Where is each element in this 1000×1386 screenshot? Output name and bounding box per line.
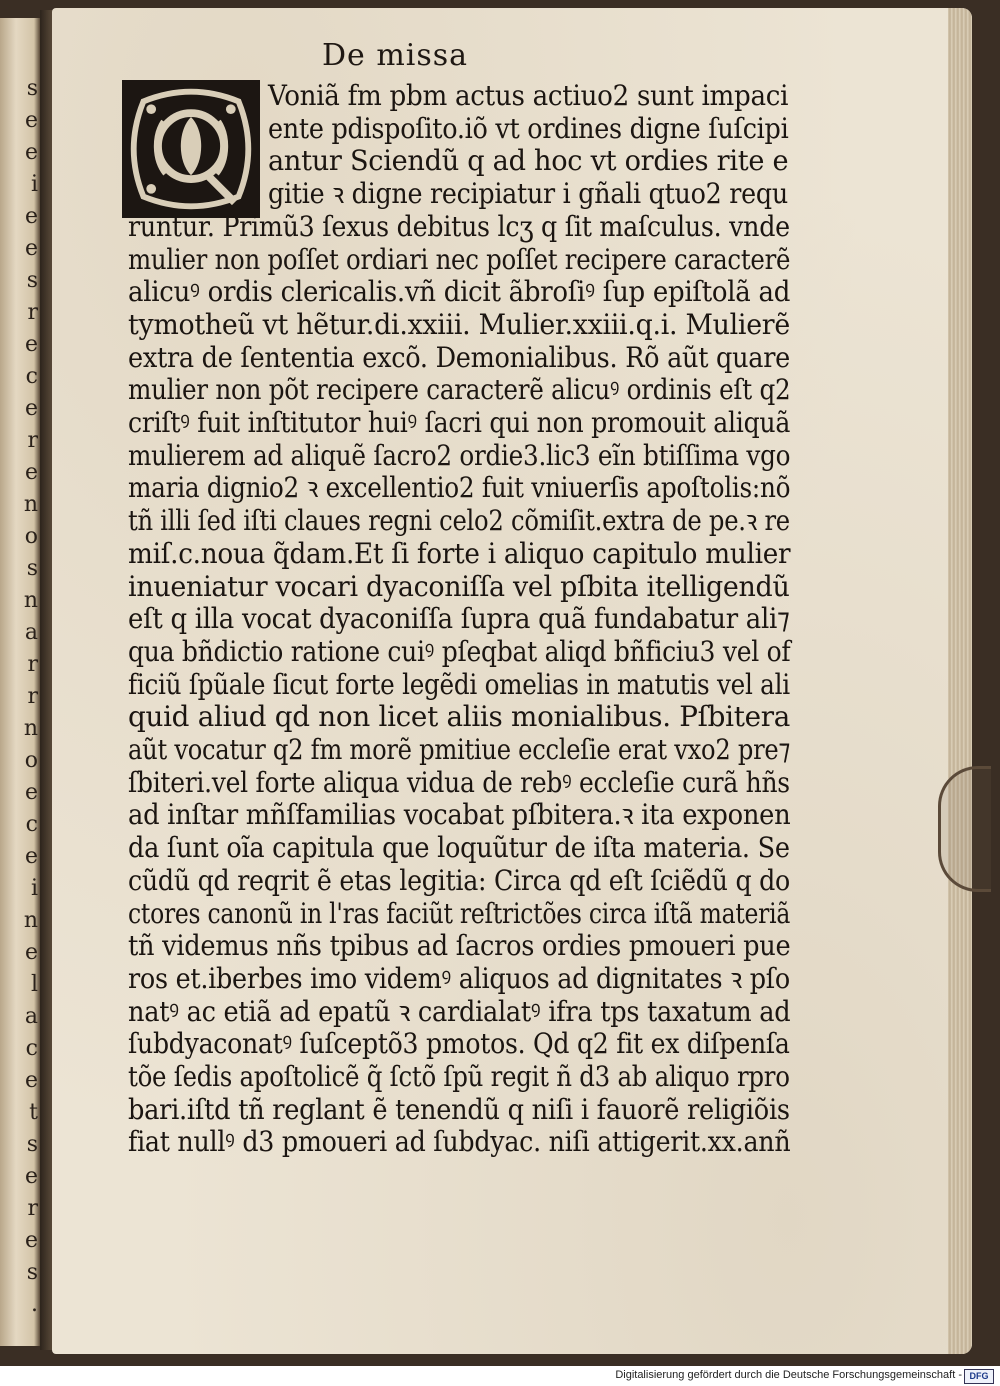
left-page-text-fragment: r <box>27 1196 38 1221</box>
text-line: ctores canonũ in l'ras faciũt reſtrictões circa iſtã materiã <box>128 896 791 930</box>
left-page-text-fragment: e <box>24 1068 38 1093</box>
text-line: ros et.iberbes imo videmꝰ aliquos ad dignitates ꝛ pſo <box>128 961 790 995</box>
text-line: aũt vocatur q2 fm morẽ pmitiue eccleſie erat vxo2 pre⁊ <box>128 733 791 766</box>
left-page-text-fragment: s <box>26 268 38 293</box>
left-page-text-fragment: n <box>23 492 38 517</box>
left-page-text-fragment: e <box>24 236 38 261</box>
left-page-text-fragment: s <box>26 1260 38 1285</box>
left-page-text-fragment: l <box>30 972 38 997</box>
text-line: antur Sciendũ q ad hoc vt ordies rite e <box>268 144 789 178</box>
text-line: tymotheũ vt hẽtur.di.xxiii. Mulier.xxiii.q.i. Mulierẽ <box>128 307 790 341</box>
left-page-text-fragment: e <box>24 844 38 869</box>
left-page-text-fragment: e <box>24 140 38 165</box>
text-line: alicuꝰ ordis clericalis.vñ dicit ãbroſiꝰ ſup epiſtolã ad <box>128 275 791 309</box>
text-line: runtur. Primũ3 ſexus debitus lcʒ q ſit maſculus. vnde <box>128 209 790 243</box>
text-line: maria dignio2 ꝛ excellentio2 fuit vniuerſis apoſtolis:nõ <box>128 471 791 505</box>
text-line: cũdũ qd reqrit ẽ etas legitia: Circa qd eſt ſciẽdũ q do <box>128 863 790 897</box>
left-page-text-fragment: r <box>27 652 38 677</box>
text-line: inueniatur vocari dyaconiſſa vel pſbita itelligendũ <box>128 569 790 603</box>
left-page-text-fragment: n <box>23 716 38 741</box>
left-page-text-fragment: e <box>24 940 38 965</box>
text-line: bari.iſtd tñ reglant ẽ tenendũ q niſi i fauorẽ religiõis <box>128 1092 790 1126</box>
text-line: natꝰ ac etiã ad epatũ ꝛ cardialatꝰ ifra tps taxatum ad <box>128 994 791 1028</box>
left-page-text-fragment: e <box>24 460 38 485</box>
text-line: tñ videmus nñs tpibus ad ſacros ordies pmoueri pue <box>128 929 791 963</box>
left-page-text-fragment: e <box>24 332 38 357</box>
text-line: da ſunt oĩa capitula que loquũtur de iſta materia. Se <box>128 831 790 865</box>
left-page-text-fragment: s <box>26 76 38 101</box>
text-line: quid aliud qd non licet aliis monialibus. Pſbitera <box>128 700 791 734</box>
left-page-text-fragment: a <box>24 620 38 645</box>
text-line: ente pdispoſito.iõ vt ordines digne ſuſcipi <box>268 111 789 145</box>
left-page-text-fragment: s <box>26 1132 38 1157</box>
left-page-text-fragment: o <box>24 524 38 549</box>
text-line: ſbiteri.vel forte aliqua vidua de rebꝰ eccleſie curã hñs <box>128 765 790 799</box>
left-page-text-fragment: e <box>24 108 38 133</box>
footer-bar <box>0 1366 1000 1386</box>
left-page-text-fragment: e <box>24 1164 38 1189</box>
text-line: qua bñdictio ratione cuiꝰ pſeqbat aliqd bñficiu3 vel of <box>128 634 791 668</box>
text-line: ſubdyaconatꝰ ſuſceptõ3 pmotos. Qd q2 fit ex diſpenſa <box>128 1027 790 1061</box>
left-page-text-fragment: c <box>25 812 38 837</box>
left-page-text-fragment: s <box>26 556 38 581</box>
text-line: tñ illi ſed iſti claues regni celo2 cõmiſit.extra de pe.ꝛ re <box>128 504 790 538</box>
left-page-text-fragment: c <box>25 364 38 389</box>
footer-credit: Digitalisierung gefördert durch die Deutsche Forschungsgemeinschaft - <box>615 1369 962 1381</box>
text-line: miſ.c.noua q̃dam.Et ſi forte i aliquo capitulo mulier <box>128 536 791 570</box>
left-page-text-fragment: . <box>31 1292 38 1317</box>
left-page-text-fragment: a <box>24 1004 38 1029</box>
running-header: De missa <box>322 38 469 73</box>
text-line: mulierem ad aliquẽ ſacro2 ordie3.lic3 eĩn btiſſima vgo <box>128 438 791 472</box>
text-line: gitie ꝛ digne recipiatur i gñali qtuo2 requ <box>268 177 788 211</box>
text-line: mulier non poſſet ordiari nec poſſet recipere caracterẽ <box>128 242 791 276</box>
text-line: mulier non põt recipere caracterẽ alicuꝰ ordinis eſt q2 <box>128 373 791 407</box>
left-page-text-fragment: n <box>23 588 38 613</box>
left-page-text-fragment: i <box>30 876 38 901</box>
left-page-text-fragment: e <box>24 396 38 421</box>
left-page-text-fragment: i <box>30 172 38 197</box>
text-line: fiat nullꝰ d3 pmoueri ad ſubdyac. niſi attigerit.xx.anñ <box>128 1125 791 1159</box>
text-line: extra de ſententia excõ. Demonialibus. Rõ aũt quare <box>128 340 790 374</box>
left-page-text-fragment: e <box>24 204 38 229</box>
text-line: Voniã fm pbm actus actiuo2 sunt impaci <box>268 79 789 112</box>
left-page-text-fragment: n <box>23 908 38 933</box>
text-line: eſt q illa vocat dyaconiſſa ſupra quã fundabatur ali⁊ <box>128 602 790 636</box>
left-page-text-fragment: c <box>25 1036 38 1061</box>
text-line: criſtꝰ fuit inſtitutor huiꝰ ſacri qui non promouit aliquã <box>128 406 791 439</box>
text-line: ad inſtar mñſfamilias vocabat pſbitera.ꝛ ita exponen <box>128 798 791 832</box>
dfg-logo: DFG <box>964 1369 994 1384</box>
text-line: tõe ſedis apoſtolicẽ q̃ ſctõ ſpũ regit ñ d3 ab aliquo rpro <box>128 1060 790 1093</box>
left-page-text-fragment: e <box>24 780 38 805</box>
left-page-text-fragment: e <box>24 1228 38 1253</box>
left-page-text-fragment: o <box>24 748 38 773</box>
left-page-text-fragment: r <box>27 684 38 709</box>
left-page-text-fragment: t <box>29 1100 38 1125</box>
left-page-text-fragment: r <box>27 300 38 325</box>
left-page-text-fragment: r <box>27 428 38 453</box>
text-line: ficiũ ſpũale ſicut forte legẽdi omelias in matutis vel ali <box>128 667 790 701</box>
